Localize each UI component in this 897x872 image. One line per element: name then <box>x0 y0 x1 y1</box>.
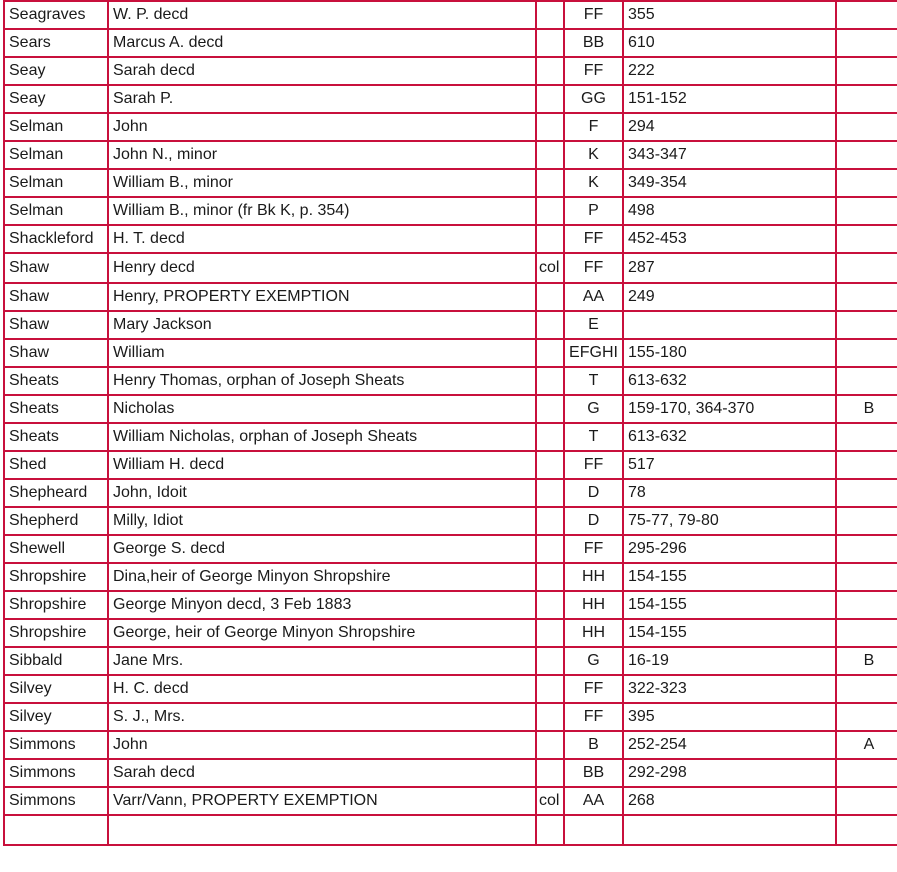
surname-cell: Shropshire <box>4 563 108 591</box>
note-cell <box>836 253 897 283</box>
pages-cell: 292-298 <box>623 759 836 787</box>
book-cell: D <box>564 507 623 535</box>
table-row <box>4 759 897 787</box>
pages-cell: 294 <box>623 113 836 141</box>
col-cell <box>536 367 564 395</box>
table-row <box>4 311 897 339</box>
surname-cell: Shepheard <box>4 479 108 507</box>
table-row <box>4 703 897 731</box>
given-name-cell: William Nicholas, orphan of Joseph Sheats <box>108 423 536 451</box>
given-name-cell: Nicholas <box>108 395 536 423</box>
given-name-cell: Henry decd <box>108 253 536 283</box>
surname-cell <box>4 815 108 845</box>
note-cell <box>836 703 897 731</box>
col-cell <box>536 141 564 169</box>
surname-cell: Sheats <box>4 395 108 423</box>
given-name-cell: John <box>108 113 536 141</box>
col-cell <box>536 759 564 787</box>
col-cell <box>536 29 564 57</box>
note-cell <box>836 85 897 113</box>
given-name-cell: Henry Thomas, orphan of Joseph Sheats <box>108 367 536 395</box>
col-cell <box>536 85 564 113</box>
table-row <box>4 647 897 675</box>
pages-cell: 287 <box>623 253 836 283</box>
note-cell <box>836 1 897 29</box>
pages-cell: 355 <box>623 1 836 29</box>
given-name-cell: John N., minor <box>108 141 536 169</box>
surname-cell: Silvey <box>4 675 108 703</box>
table-row <box>4 787 897 815</box>
note-cell <box>836 367 897 395</box>
table-row <box>4 395 897 423</box>
note-cell <box>836 675 897 703</box>
note-cell <box>836 311 897 339</box>
surname-cell: Seay <box>4 85 108 113</box>
book-cell: FF <box>564 535 623 563</box>
pages-cell: 16-19 <box>623 647 836 675</box>
surname-cell: Shropshire <box>4 591 108 619</box>
table-row <box>4 57 897 85</box>
records-body <box>4 1 897 845</box>
table-row <box>4 563 897 591</box>
book-cell: FF <box>564 451 623 479</box>
col-cell <box>536 619 564 647</box>
given-name-cell: Varr/Vann, PROPERTY EXEMPTION <box>108 787 536 815</box>
table-row <box>4 197 897 225</box>
col-cell <box>536 339 564 367</box>
surname-cell: Shaw <box>4 311 108 339</box>
book-cell: B <box>564 731 623 759</box>
surname-cell: Seay <box>4 57 108 85</box>
note-cell <box>836 787 897 815</box>
pages-cell: 268 <box>623 787 836 815</box>
pages-cell: 349-354 <box>623 169 836 197</box>
pages-cell: 613-632 <box>623 423 836 451</box>
given-name-cell: Jane Mrs. <box>108 647 536 675</box>
surname-cell: Selman <box>4 169 108 197</box>
col-cell <box>536 423 564 451</box>
note-cell: A <box>836 731 897 759</box>
note-cell <box>836 141 897 169</box>
given-name-cell: William B., minor (fr Bk K, p. 354) <box>108 197 536 225</box>
surname-cell: Shepherd <box>4 507 108 535</box>
pages-cell: 151-152 <box>623 85 836 113</box>
surname-cell: Shropshire <box>4 619 108 647</box>
note-cell <box>836 283 897 311</box>
book-cell: FF <box>564 703 623 731</box>
book-cell: FF <box>564 57 623 85</box>
col-cell <box>536 451 564 479</box>
note-cell: B <box>836 647 897 675</box>
given-name-cell: William B., minor <box>108 169 536 197</box>
col-cell <box>536 395 564 423</box>
note-cell <box>836 759 897 787</box>
pages-cell: 154-155 <box>623 563 836 591</box>
given-name-cell: William H. decd <box>108 451 536 479</box>
col-cell <box>536 563 564 591</box>
book-cell: E <box>564 311 623 339</box>
col-cell: col <box>536 787 564 815</box>
surname-cell: Shaw <box>4 253 108 283</box>
book-cell: GG <box>564 85 623 113</box>
book-cell: T <box>564 423 623 451</box>
book-cell: FF <box>564 1 623 29</box>
surname-cell: Sears <box>4 29 108 57</box>
pages-cell <box>623 815 836 845</box>
book-cell: G <box>564 395 623 423</box>
book-cell: G <box>564 647 623 675</box>
note-cell <box>836 57 897 85</box>
book-cell: K <box>564 141 623 169</box>
pages-cell: 343-347 <box>623 141 836 169</box>
col-cell <box>536 703 564 731</box>
book-cell: F <box>564 113 623 141</box>
table-row <box>4 535 897 563</box>
surname-cell: Seagraves <box>4 1 108 29</box>
table-row <box>4 253 897 283</box>
pages-cell: 75-77, 79-80 <box>623 507 836 535</box>
table-row <box>4 339 897 367</box>
given-name-cell: S. J., Mrs. <box>108 703 536 731</box>
table-row <box>4 225 897 253</box>
pages-cell: 222 <box>623 57 836 85</box>
note-cell <box>836 451 897 479</box>
col-cell <box>536 675 564 703</box>
note-cell <box>836 225 897 253</box>
book-cell: D <box>564 479 623 507</box>
surname-cell: Shed <box>4 451 108 479</box>
col-cell <box>536 283 564 311</box>
surname-cell: Sheats <box>4 423 108 451</box>
note-cell: B <box>836 395 897 423</box>
note-cell <box>836 197 897 225</box>
note-cell <box>836 507 897 535</box>
pages-cell: 78 <box>623 479 836 507</box>
table-row <box>4 423 897 451</box>
col-cell: col <box>536 253 564 283</box>
col-cell <box>536 535 564 563</box>
book-cell: BB <box>564 29 623 57</box>
given-name-cell: William <box>108 339 536 367</box>
pages-cell <box>623 311 836 339</box>
col-cell <box>536 169 564 197</box>
col-cell <box>536 591 564 619</box>
given-name-cell: W. P. decd <box>108 1 536 29</box>
given-name-cell: John, Idoit <box>108 479 536 507</box>
surname-cell: Shewell <box>4 535 108 563</box>
col-cell <box>536 57 564 85</box>
pages-cell: 155-180 <box>623 339 836 367</box>
book-cell: FF <box>564 225 623 253</box>
surname-cell: Shaw <box>4 283 108 311</box>
given-name-cell: Henry, PROPERTY EXEMPTION <box>108 283 536 311</box>
table-row <box>4 29 897 57</box>
table-row <box>4 479 897 507</box>
note-cell <box>836 339 897 367</box>
given-name-cell: H. T. decd <box>108 225 536 253</box>
given-name-cell <box>108 815 536 845</box>
book-cell: HH <box>564 591 623 619</box>
note-cell <box>836 423 897 451</box>
note-cell <box>836 479 897 507</box>
col-cell <box>536 197 564 225</box>
given-name-cell: Mary Jackson <box>108 311 536 339</box>
surname-cell: Selman <box>4 141 108 169</box>
pages-cell: 395 <box>623 703 836 731</box>
book-cell: EFGHI <box>564 339 623 367</box>
col-cell <box>536 113 564 141</box>
given-name-cell: Marcus A. decd <box>108 29 536 57</box>
given-name-cell: Dina,heir of George Minyon Shropshire <box>108 563 536 591</box>
table-row <box>4 113 897 141</box>
book-cell: HH <box>564 563 623 591</box>
pages-cell: 252-254 <box>623 731 836 759</box>
given-name-cell: John <box>108 731 536 759</box>
given-name-cell: George S. decd <box>108 535 536 563</box>
note-cell <box>836 113 897 141</box>
surname-cell: Silvey <box>4 703 108 731</box>
book-cell <box>564 815 623 845</box>
table-row <box>4 815 897 845</box>
surname-cell: Simmons <box>4 731 108 759</box>
pages-cell: 498 <box>623 197 836 225</box>
pages-cell: 322-323 <box>623 675 836 703</box>
table-row <box>4 675 897 703</box>
table-row <box>4 1 897 29</box>
pages-cell: 159-170, 364-370 <box>623 395 836 423</box>
surname-cell: Simmons <box>4 759 108 787</box>
surname-cell: Shackleford <box>4 225 108 253</box>
col-cell <box>536 647 564 675</box>
table-row <box>4 367 897 395</box>
note-cell <box>836 169 897 197</box>
col-cell <box>536 731 564 759</box>
given-name-cell: Sarah decd <box>108 759 536 787</box>
note-cell <box>836 563 897 591</box>
pages-cell: 610 <box>623 29 836 57</box>
note-cell <box>836 535 897 563</box>
pages-cell: 249 <box>623 283 836 311</box>
book-cell: T <box>564 367 623 395</box>
book-cell: K <box>564 169 623 197</box>
col-cell <box>536 1 564 29</box>
book-cell: FF <box>564 675 623 703</box>
book-cell: HH <box>564 619 623 647</box>
note-cell <box>836 619 897 647</box>
note-cell <box>836 815 897 845</box>
records-table <box>3 0 897 846</box>
pages-cell: 452-453 <box>623 225 836 253</box>
book-cell: P <box>564 197 623 225</box>
pages-cell: 295-296 <box>623 535 836 563</box>
given-name-cell: Milly, Idiot <box>108 507 536 535</box>
col-cell <box>536 507 564 535</box>
surname-cell: Sheats <box>4 367 108 395</box>
surname-cell: Simmons <box>4 787 108 815</box>
col-cell <box>536 479 564 507</box>
given-name-cell: H. C. decd <box>108 675 536 703</box>
book-cell: AA <box>564 787 623 815</box>
given-name-cell: George Minyon decd, 3 Feb 1883 <box>108 591 536 619</box>
table-row <box>4 731 897 759</box>
surname-cell: Sibbald <box>4 647 108 675</box>
given-name-cell: Sarah P. <box>108 85 536 113</box>
table-row <box>4 283 897 311</box>
book-cell: FF <box>564 253 623 283</box>
book-cell: AA <box>564 283 623 311</box>
pages-cell: 517 <box>623 451 836 479</box>
given-name-cell: George, heir of George Minyon Shropshire <box>108 619 536 647</box>
table-row <box>4 451 897 479</box>
table-row <box>4 169 897 197</box>
pages-cell: 154-155 <box>623 619 836 647</box>
book-cell: BB <box>564 759 623 787</box>
table-row <box>4 619 897 647</box>
col-cell <box>536 225 564 253</box>
surname-cell: Shaw <box>4 339 108 367</box>
note-cell <box>836 591 897 619</box>
pages-cell: 154-155 <box>623 591 836 619</box>
pages-cell: 613-632 <box>623 367 836 395</box>
surname-cell: Selman <box>4 197 108 225</box>
col-cell <box>536 815 564 845</box>
table-row <box>4 507 897 535</box>
table-row <box>4 85 897 113</box>
col-cell <box>536 311 564 339</box>
note-cell <box>836 29 897 57</box>
given-name-cell: Sarah decd <box>108 57 536 85</box>
table-row <box>4 141 897 169</box>
table-row <box>4 591 897 619</box>
surname-cell: Selman <box>4 113 108 141</box>
